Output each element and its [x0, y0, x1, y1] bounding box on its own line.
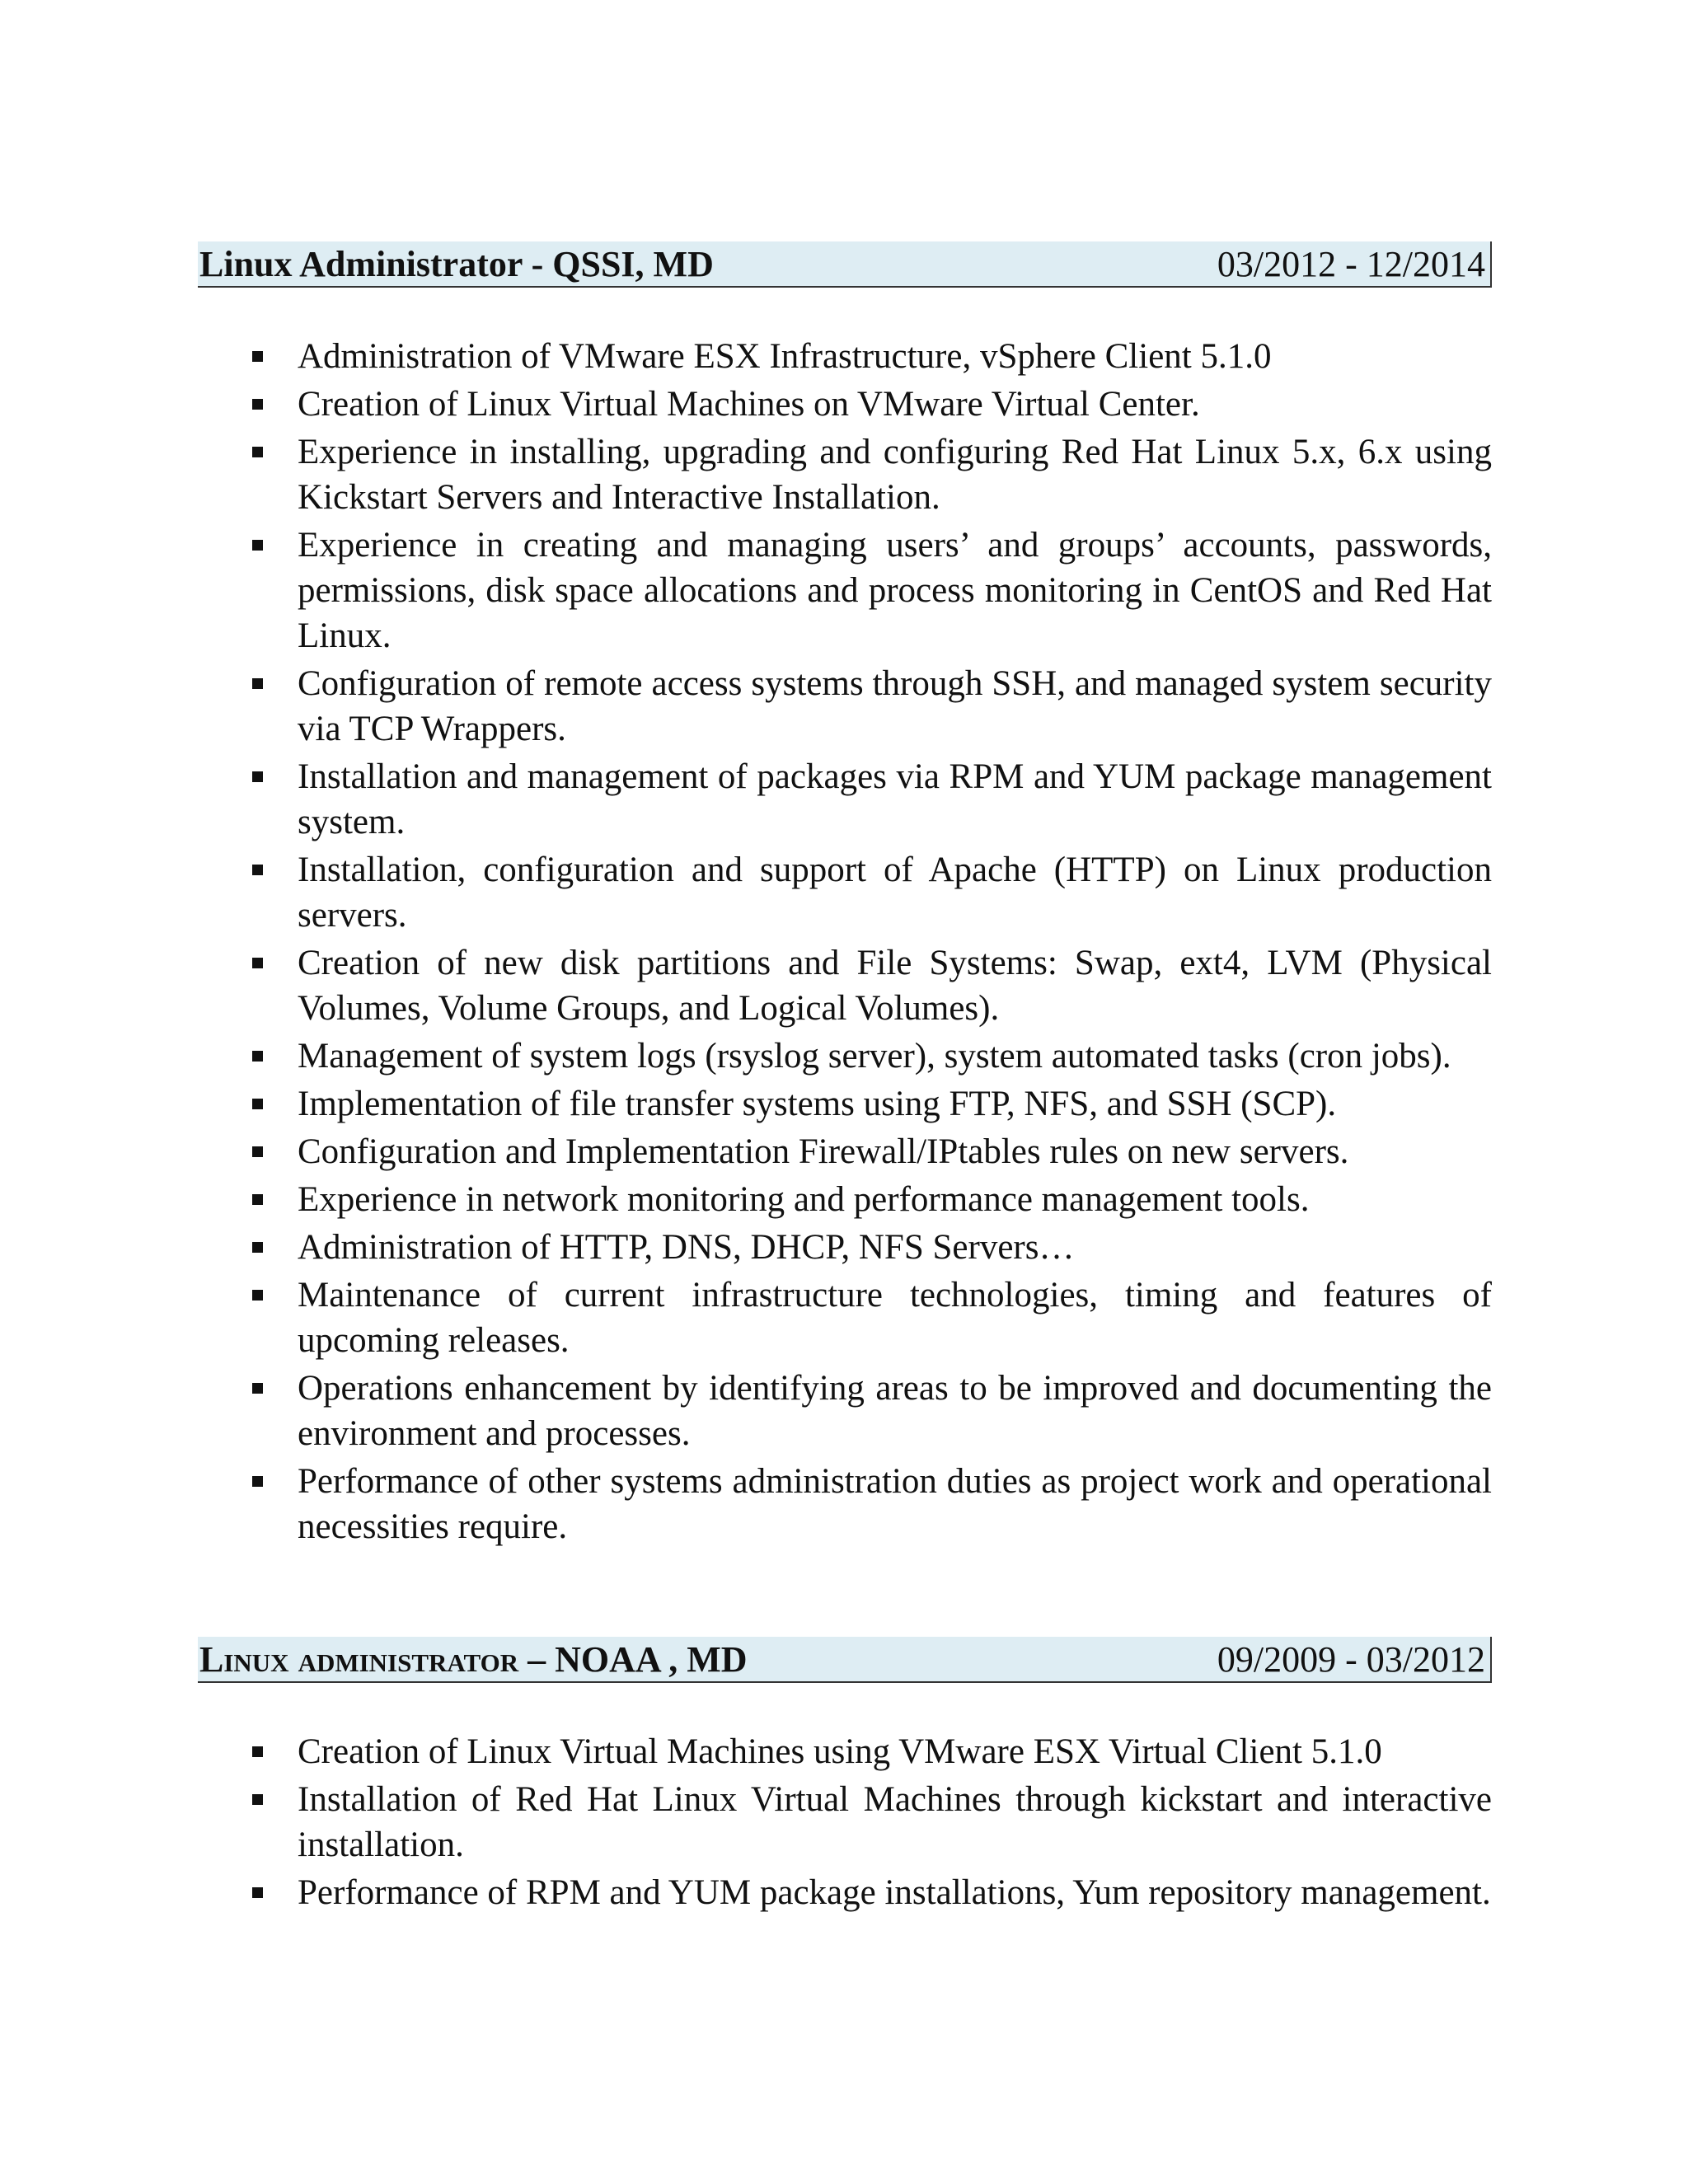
list-item	[198, 1366, 1492, 1456]
square-bullet-icon	[252, 1146, 263, 1157]
job-section-noaa	[198, 1637, 1492, 1918]
list-item-text: Performance of RPM and YUM package installations, Yum repository management.	[298, 1873, 1491, 1912]
list-item-text: Experience in installing, upgrading and configuring Red Hat Linux 5.x, 6.x using Kickstart Servers and Interactive Installation.	[298, 433, 1492, 517]
list-item-text: Administration of VMware ESX Infrastructure, vSphere Client 5.1.0	[298, 337, 1272, 376]
list-item-text: Experience in network monitoring and performance management tools.	[298, 1180, 1310, 1219]
list-item	[198, 847, 1492, 938]
list-item	[198, 523, 1492, 658]
list-item-text: Creation of new disk partitions and File Systems: Swap, ext4, LVM (Physical Volumes, Volume Groups, and Logical Volumes).	[298, 944, 1492, 1028]
list-item-text: Configuration and Implementation Firewall/IPtables rules on new servers.	[298, 1132, 1349, 1171]
square-bullet-icon	[252, 351, 263, 362]
list-item	[198, 1081, 1492, 1127]
list-item-text: Administration of HTTP, DNS, DHCP, NFS Servers…	[298, 1228, 1075, 1267]
square-bullet-icon	[252, 1290, 263, 1301]
square-bullet-icon	[252, 1099, 263, 1109]
square-bullet-icon	[252, 958, 263, 968]
job-header	[198, 1637, 1492, 1683]
list-item	[198, 940, 1492, 1031]
job-title-role: Linux administrator	[199, 1639, 519, 1680]
square-bullet-icon	[252, 447, 263, 457]
job-title-org: – NOAA , MD	[518, 1639, 748, 1680]
list-item-text: Installation of Red Hat Linux Virtual Machines through kickstart and interactive installation.	[298, 1780, 1492, 1864]
job-title: Linux Administrator - QSSI, MD	[199, 244, 714, 284]
list-item	[198, 1129, 1492, 1174]
list-item-text: Installation and management of packages via RPM and YUM package management system.	[298, 757, 1492, 841]
list-item-text: Experience in creating and managing users’ and groups’ accounts, passwords, permissions, disk space allocations and process monitoring in CentOS and Red Hat Linux.	[298, 526, 1492, 655]
list-item-text: Management of system logs (rsyslog server), system automated tasks (cron jobs).	[298, 1037, 1451, 1076]
list-item-text: Configuration of remote access systems through SSH, and managed system security via TCP Wrappers.	[298, 664, 1492, 748]
list-item-text: Implementation of file transfer systems using FTP, NFS, and SSH (SCP).	[298, 1085, 1337, 1123]
list-item-text: Operations enhancement by identifying areas to be improved and documenting the environment and processes.	[298, 1369, 1492, 1453]
list-item	[198, 661, 1492, 752]
square-bullet-icon	[252, 1794, 263, 1805]
square-bullet-icon	[252, 1242, 263, 1253]
square-bullet-icon	[252, 1746, 263, 1757]
list-item	[198, 1870, 1492, 1915]
square-bullet-icon	[252, 1476, 263, 1487]
list-item	[198, 754, 1492, 845]
list-item-text: Creation of Linux Virtual Machines using VMware ESX Virtual Client 5.1.0	[298, 1732, 1382, 1771]
square-bullet-icon	[252, 771, 263, 782]
square-bullet-icon	[252, 1194, 263, 1205]
list-item	[198, 429, 1492, 520]
square-bullet-icon	[252, 399, 263, 410]
list-item	[198, 382, 1492, 427]
list-item-text: Creation of Linux Virtual Machines on VMware Virtual Center.	[298, 385, 1200, 424]
list-item-text: Performance of other systems administration duties as project work and operational necessities require.	[298, 1462, 1492, 1546]
job-duties-list	[198, 334, 1492, 1549]
square-bullet-icon	[252, 678, 263, 689]
square-bullet-icon	[252, 540, 263, 551]
list-item-text: Installation, configuration and support of Apache (HTTP) on Linux production servers.	[298, 851, 1492, 935]
list-item	[198, 1459, 1492, 1549]
job-dates: 09/2009 - 03/2012	[1217, 1639, 1485, 1680]
square-bullet-icon	[252, 1383, 263, 1394]
square-bullet-icon	[252, 865, 263, 875]
square-bullet-icon	[252, 1051, 263, 1062]
list-item	[198, 1033, 1492, 1079]
square-bullet-icon	[252, 1887, 263, 1898]
list-item	[198, 1777, 1492, 1868]
list-item-text: Maintenance of current infrastructure technologies, timing and features of upcoming releases.	[298, 1276, 1492, 1360]
job-title	[199, 1637, 748, 1683]
job-header	[198, 241, 1492, 288]
list-item	[198, 1177, 1492, 1222]
list-item	[198, 334, 1492, 379]
list-item	[198, 1729, 1492, 1774]
job-duties-list	[198, 1729, 1492, 1915]
job-section-qssi	[198, 241, 1492, 1552]
list-item	[198, 1225, 1492, 1270]
list-item	[198, 1272, 1492, 1363]
job-dates: 03/2012 - 12/2014	[1217, 244, 1485, 284]
